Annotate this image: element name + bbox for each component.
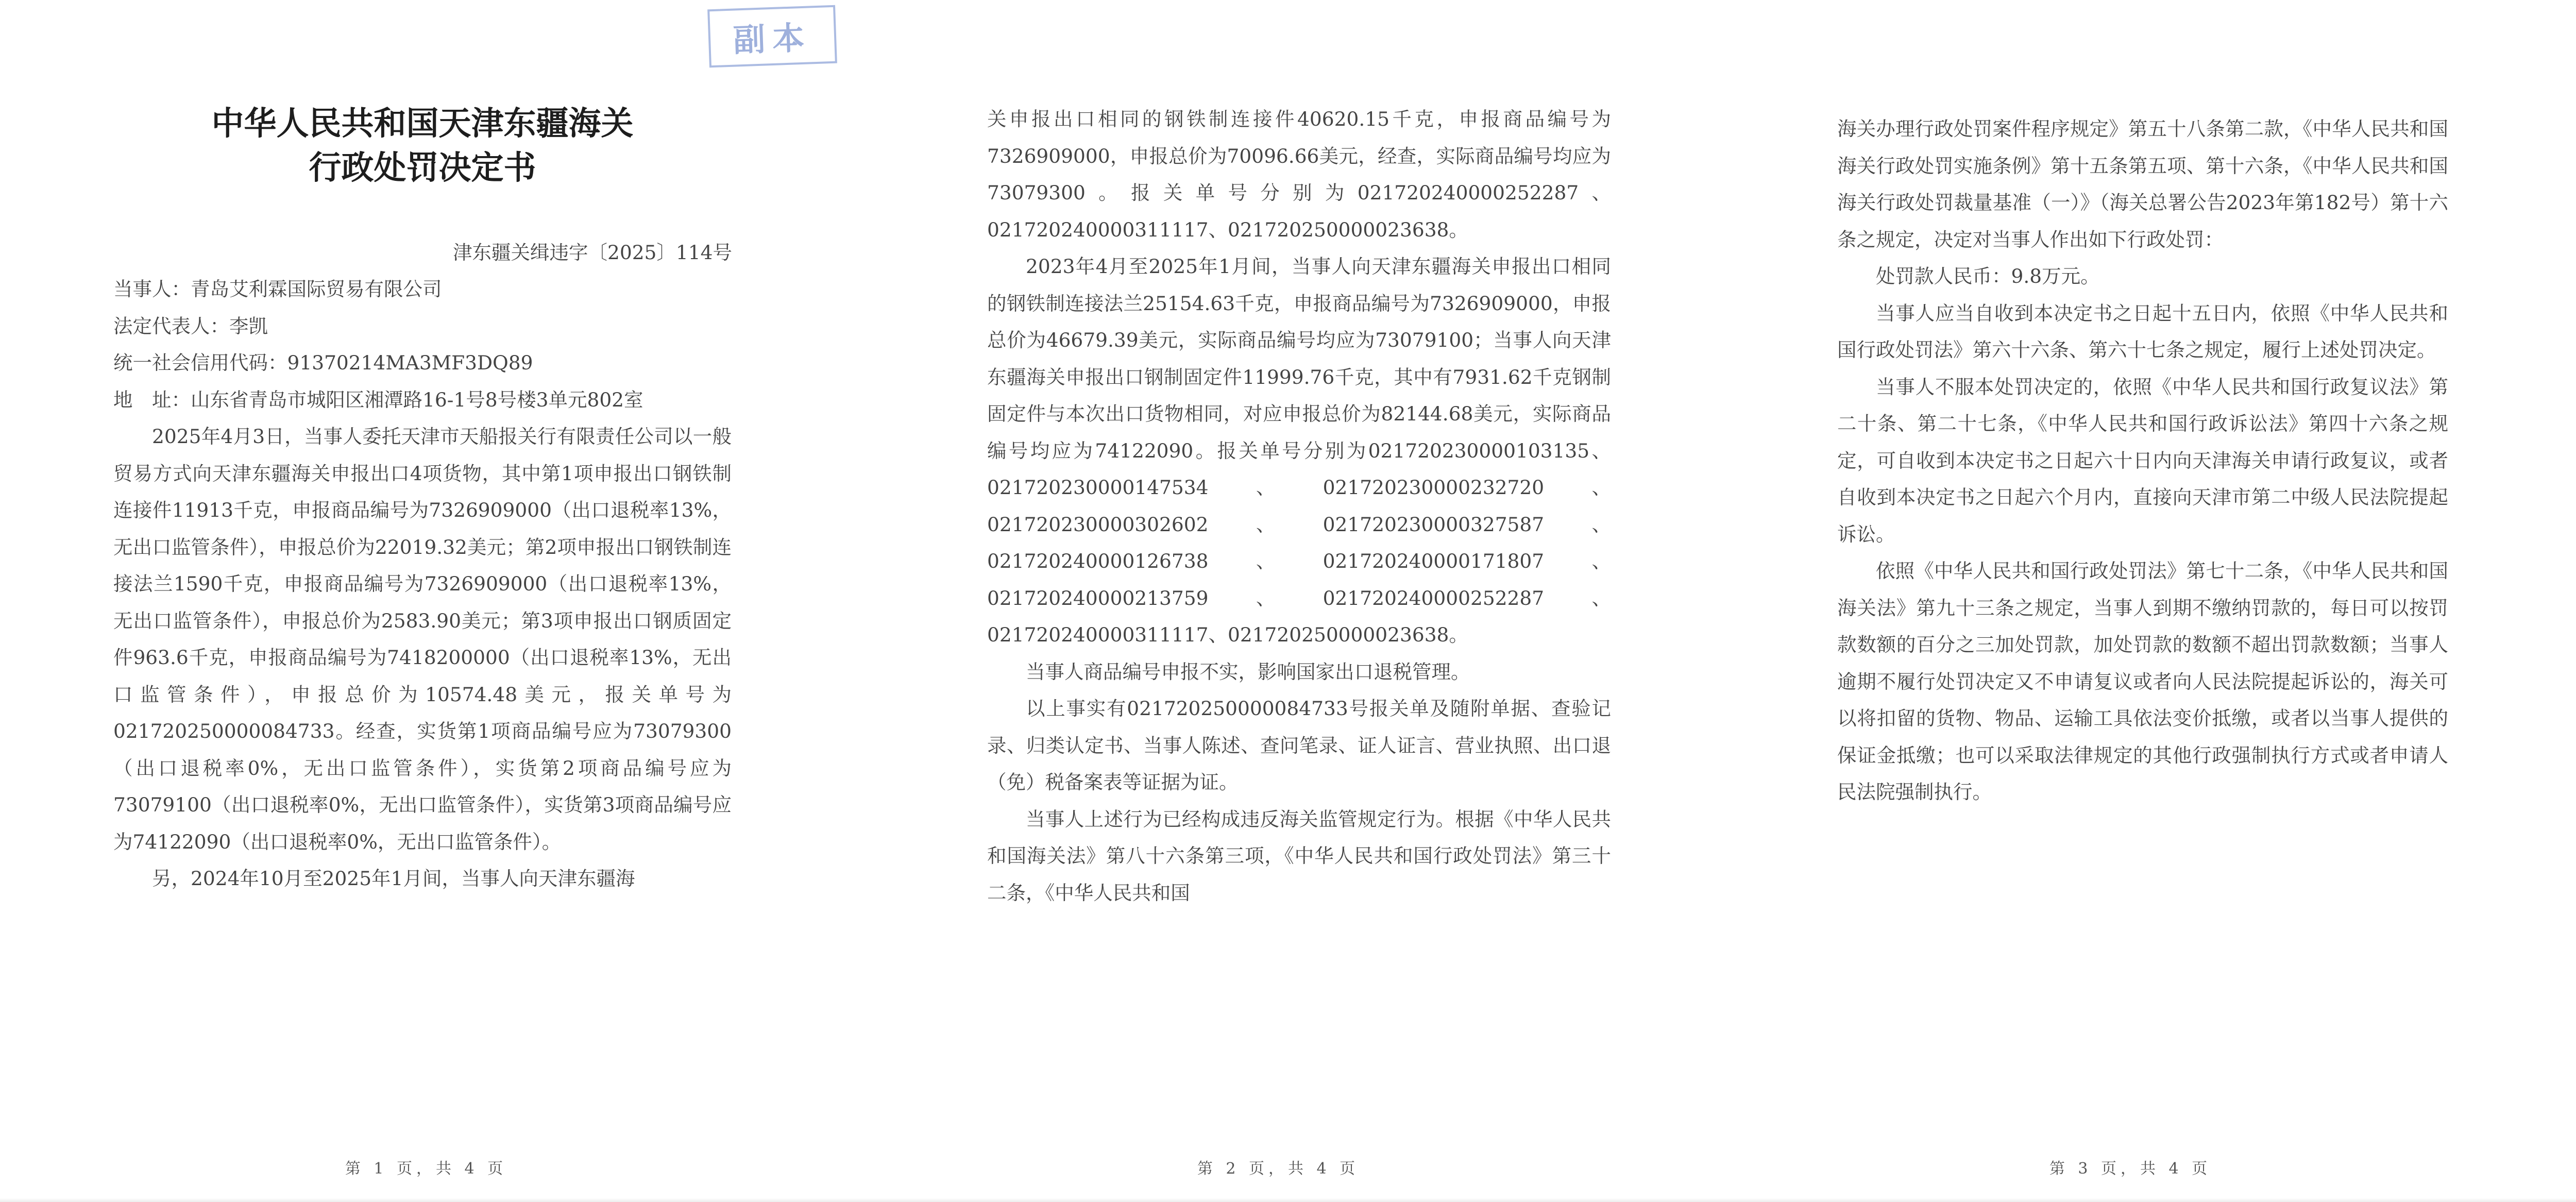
- page-footer: [2556, 1156, 2576, 1178]
- paragraph: 当事人商品编号申报不实，影响国家出口退税管理。: [1026, 660, 1470, 683]
- paragraph: 海关办理行政处罚案件程序规定》第五十八条第二款，《中华人民共和国海关行政处罚实施条例》第十五条第五项、第十六条，《中华人民共和国海关行政处罚裁量基准（一）》（海关总署公告2023年第182号）第十六条之规定，决定对当事人作出如下行政处罚：: [1837, 117, 2448, 251]
- paragraph: 关申报出口相同的钢铁制连接件40620.15千克，申报商品编号为7326909000，申报总价为70096.66美元，经查，实际商品编号均应为73079300。报关单号分别为021720240000252287、021720240000311117、021720250000023638。: [987, 108, 1611, 241]
- party-name: 当事人：青岛艾利霖国际贸易有限公司: [113, 278, 442, 300]
- document-number: 津东疆关缉违字〔2025〕114号: [452, 241, 732, 264]
- additional-facts-paragraph: 另，2024年10月至2025年1月间，当事人向天津东疆海: [152, 867, 635, 890]
- paragraph: 2023年4月至2025年1月间，当事人向天津东疆海关申报出口相同的钢铁制连接法兰25154.63千克，申报商品编号为7326909000，申报总价为46679.39美元，实际商品编号均应为73079100；当事人向天津东疆海关申报出口钢制固定件11999.76千克，其中有7931.62千克钢制固定件与本次出口货物相同，对应申报总价为82144.68美元，实际商品编号均应为74122090。报关单号分别为021720230000103135、021720230000147534、021720230000232720、021720230000302602、021720230000327587、021720240000126738、021720240000171807、021720240000213759、021720240000252287、021720240000311117、021720250000023638。: [987, 255, 1611, 646]
- credit-code: 统一社会信用代码：91370214MA3MF3DQ89: [113, 351, 533, 374]
- paragraph: 依照《中华人民共和国行政处罚法》第七十二条，《中华人民共和国海关法》第九十三条之规定，当事人到期不缴纳罚款的，每日可以按罚款数额的百分之三加处罚款，加处罚款的数额不超出罚款数额；当事人逾期不履行处罚决定又不申请复议或者向人民法院提起诉讼的，海关可以将扣留的货物、物品、运输工具依法变价抵缴，或者以当事人提供的保证金抵缴；也可以采取法律规定的其他行政强制执行方式或者申请人民法院强制执行。: [1837, 560, 2448, 803]
- page-2: [852, 0, 1704, 1202]
- paragraph: 以上事实有021720250000084733号报关单及随附单据、查验记录、归类认定书、当事人陈述、查问笔录、证人证言、营业执照、出口退（免）税备案表等证据为证。: [987, 697, 1611, 793]
- party-address: 地 址：山东省青岛市城阳区湘潭路16-1号8号楼3单元802室: [113, 388, 643, 411]
- facts-paragraph: 2025年4月3日，当事人委托天津市天船报关行有限责任公司以一般贸易方式向天津东疆海关申报出口4项货物，其中第1项申报出口钢铁制连接件11913千克，申报商品编号为7326909000（出口退税率13%，无出口监管条件），申报总价为22019.32美元；第2项申报出口钢铁制连接法兰1590千克，申报商品编号为7326909000（出口退税率13%，无出口监管条件），申报总价为2583.90美元；第3项申报出口钢质固定件963.6千克，申报商品编号为7418200000（出口退税率13%，无出口监管条件），申报总价为10574.48美元，报关单号为021720250000084733。经查，实货第1项商品编号应为73079300（出口退税率0%，无出口监管条件），实货第2项商品编号应为73079100（出口退税率0%，无出口监管条件），实货第3项商品编号应为74122090（出口退税率0%，无出口监管条件）。: [113, 425, 732, 853]
- page-3: [1704, 0, 2556, 1202]
- paragraph: 当事人应当自收到本决定书之日起十五日内，依照《中华人民共和国行政处罚法》第六十六条、第六十七条之规定，履行上述处罚决定。: [1837, 301, 2448, 361]
- page-2-body: [987, 101, 1611, 911]
- legal-representative: 法定代表人：李凯: [113, 314, 268, 337]
- document-title-line2: 行政处罚决定书: [309, 148, 536, 187]
- copy-stamp: 副本: [707, 5, 837, 68]
- page-1: [0, 0, 852, 1202]
- page-footer: 第 3 页，共 4 页: [2049, 1160, 2212, 1178]
- penalty-amount: 处罚款人民币：9.8万元。: [1876, 265, 2100, 287]
- page-4: [2556, 0, 2576, 1202]
- page-footer: 第 1 页，共 4 页: [345, 1160, 507, 1178]
- paragraph: 当事人不服本处罚决定的，依照《中华人民共和国行政复议法》第二十条、第二十七条，《中华人民共和国行政诉讼法》第四十六条之规定，可自收到本决定书之日起六十日内向天津海关申请行政复议，或者自收到本决定书之日起六个月内，直接向天津市第二中级人民法院提起诉讼。: [1837, 375, 2448, 546]
- paragraph: 当事人上述行为已经构成违反海关监管规定行为。根据《中华人民共和国海关法》第八十六条第三项，《中华人民共和国行政处罚法》第三十二条，《中华人民共和国: [987, 807, 1611, 904]
- document-title-line1: 中华人民共和国天津东疆海关: [211, 104, 634, 142]
- page-3-body: [1837, 111, 2448, 811]
- page-1-body: [113, 271, 732, 898]
- page-footer: 第 2 页，共 4 页: [1197, 1160, 1360, 1178]
